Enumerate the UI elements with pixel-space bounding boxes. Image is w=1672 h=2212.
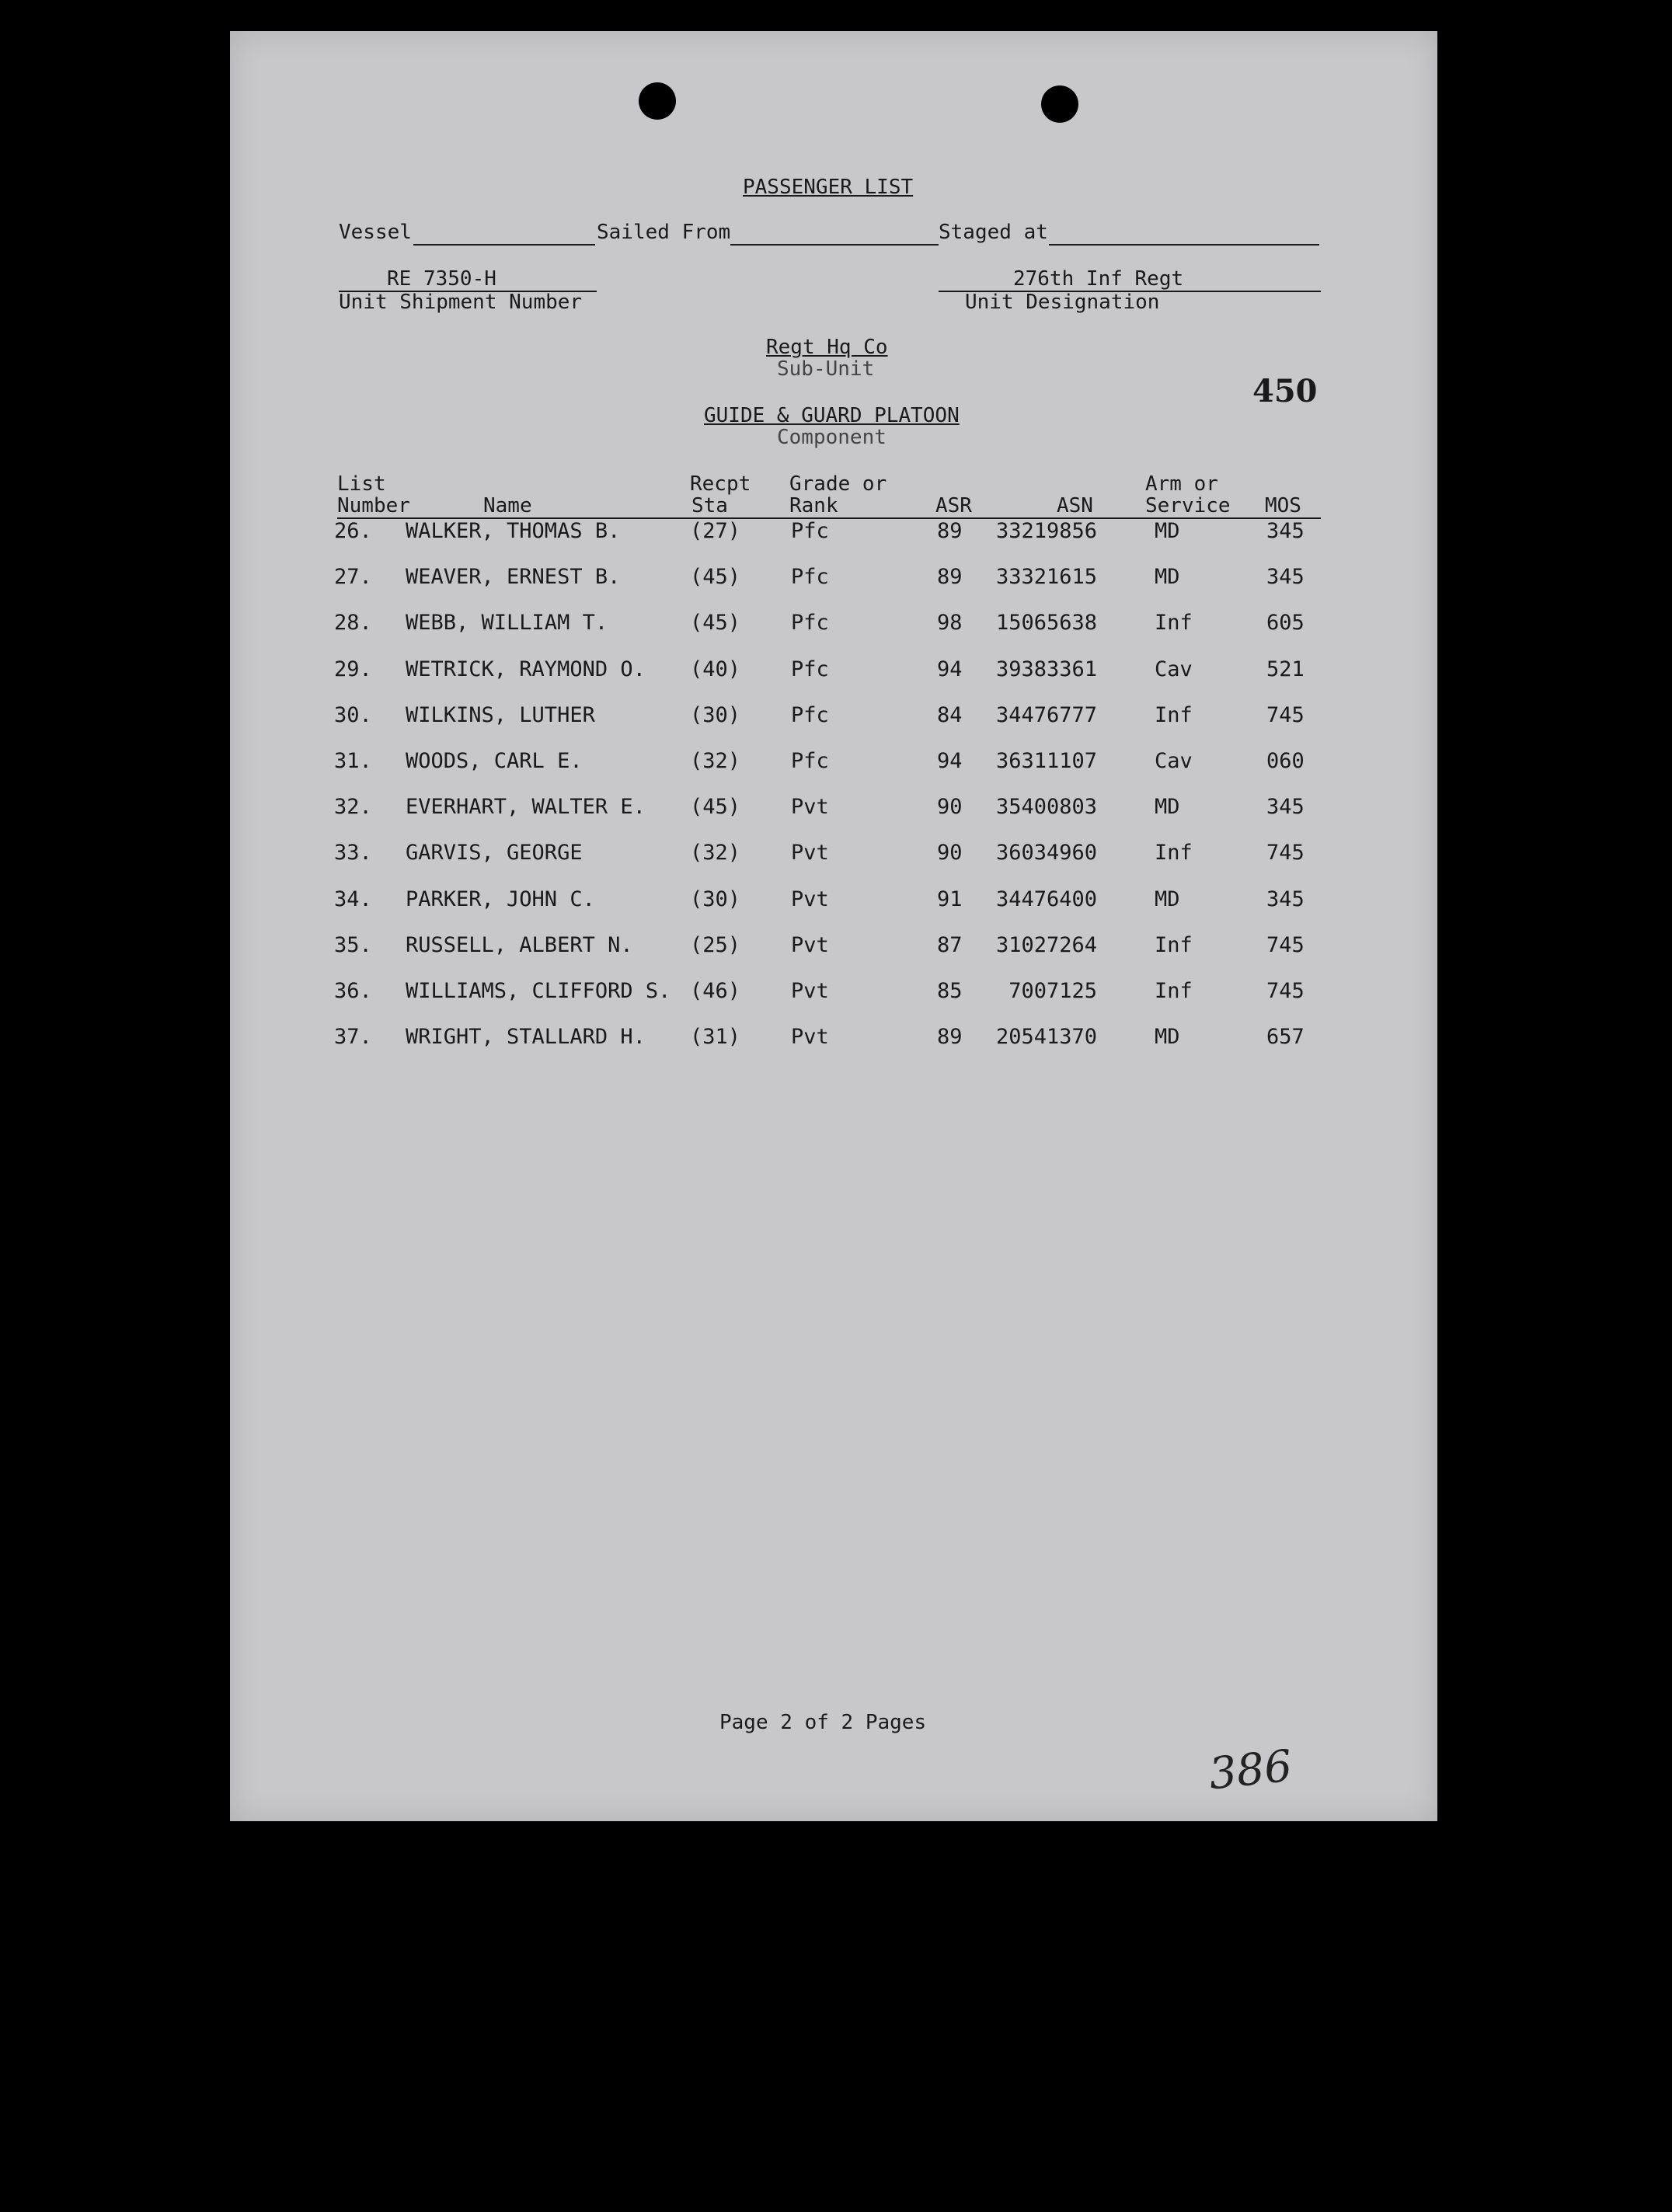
cell-asr: 94 bbox=[937, 749, 963, 773]
cell-grade-rank: Pvt bbox=[791, 795, 829, 819]
cell-asn: 31027264 bbox=[995, 933, 1097, 957]
header-grade: Grade or bbox=[789, 472, 887, 496]
cell-list-number: 27. bbox=[334, 565, 372, 589]
cell-recpt-sta: (32) bbox=[690, 749, 741, 773]
cell-asr: 84 bbox=[937, 703, 963, 727]
cell-arm-service: MD bbox=[1155, 887, 1180, 911]
header-arm: Arm or bbox=[1145, 472, 1218, 496]
header-list: List bbox=[337, 472, 386, 496]
unit-designation-label: Unit Designation bbox=[965, 291, 1160, 314]
cell-mos: 657 bbox=[1266, 1025, 1305, 1049]
cell-arm-service: MD bbox=[1155, 795, 1180, 819]
page-title: PASSENGER LIST bbox=[743, 176, 914, 199]
cell-arm-service: MD bbox=[1155, 565, 1180, 589]
cell-list-number: 31. bbox=[334, 749, 372, 773]
cell-list-number: 35. bbox=[334, 933, 372, 957]
cell-grade-rank: Pvt bbox=[791, 979, 829, 1003]
component: GUIDE & GUARD PLATOON bbox=[704, 404, 960, 427]
cell-asn: 20541370 bbox=[995, 1025, 1097, 1049]
sub-unit-label: Sub-Unit bbox=[777, 357, 875, 381]
cell-mos: 345 bbox=[1266, 565, 1305, 589]
cell-recpt-sta: (45) bbox=[690, 565, 741, 589]
staged-at-blank-line bbox=[1049, 244, 1319, 246]
cell-passenger-name: WILLIAMS, CLIFFORD S. bbox=[406, 979, 671, 1003]
cell-asn: 34476777 bbox=[995, 703, 1097, 727]
cell-recpt-sta: (27) bbox=[690, 519, 741, 543]
cell-arm-service: Inf bbox=[1155, 933, 1193, 957]
cell-asn: 34476400 bbox=[995, 887, 1097, 911]
cell-grade-rank: Pvt bbox=[791, 1025, 829, 1049]
cell-mos: 060 bbox=[1266, 749, 1305, 773]
cell-list-number: 37. bbox=[334, 1025, 372, 1049]
component-label: Component bbox=[777, 426, 887, 449]
cell-recpt-sta: (45) bbox=[690, 795, 741, 819]
cell-passenger-name: WETRICK, RAYMOND O. bbox=[406, 657, 646, 681]
cell-passenger-name: EVERHART, WALTER E. bbox=[406, 795, 646, 819]
cell-arm-service: MD bbox=[1155, 1025, 1180, 1049]
cell-recpt-sta: (30) bbox=[690, 703, 741, 727]
cell-list-number: 28. bbox=[334, 611, 372, 635]
handwritten-number: 386 bbox=[1206, 1740, 1294, 1800]
cell-mos: 345 bbox=[1266, 887, 1305, 911]
cell-arm-service: Cav bbox=[1155, 657, 1193, 681]
cell-list-number: 36. bbox=[334, 979, 372, 1003]
cell-asr: 89 bbox=[937, 519, 963, 543]
cell-asr: 89 bbox=[937, 565, 963, 589]
cell-asn: 36311107 bbox=[995, 749, 1097, 773]
cell-passenger-name: WILKINS, LUTHER bbox=[406, 703, 595, 727]
header-mos: MOS bbox=[1265, 494, 1301, 517]
cell-asr: 90 bbox=[937, 795, 963, 819]
cell-asn: 33219856 bbox=[995, 519, 1097, 543]
cell-asn: 35400803 bbox=[995, 795, 1097, 819]
cell-list-number: 34. bbox=[334, 887, 372, 911]
cell-arm-service: Inf bbox=[1155, 611, 1193, 635]
cell-mos: 345 bbox=[1266, 795, 1305, 819]
cell-grade-rank: Pvt bbox=[791, 841, 829, 865]
cell-passenger-name: WEBB, WILLIAM T. bbox=[406, 611, 608, 635]
cell-grade-rank: Pfc bbox=[791, 519, 829, 543]
cell-recpt-sta: (46) bbox=[690, 979, 741, 1003]
unit-designation: 276th Inf Regt bbox=[1013, 267, 1184, 291]
header-rank: Rank bbox=[789, 494, 838, 517]
punch-hole-left bbox=[639, 82, 676, 120]
cell-list-number: 29. bbox=[334, 657, 372, 681]
unit-shipment-number-label: Unit Shipment Number bbox=[339, 291, 583, 314]
vessel-blank-line bbox=[413, 244, 595, 246]
cell-grade-rank: Pfc bbox=[791, 657, 829, 681]
cell-passenger-name: WOODS, CARL E. bbox=[406, 749, 583, 773]
cell-mos: 745 bbox=[1266, 979, 1305, 1003]
header-asr: ASR bbox=[935, 494, 972, 517]
cell-asr: 87 bbox=[937, 933, 963, 957]
cell-grade-rank: Pfc bbox=[791, 565, 829, 589]
cell-grade-rank: Pfc bbox=[791, 749, 829, 773]
cell-grade-rank: Pvt bbox=[791, 933, 829, 957]
sailed-from-label: Sailed From bbox=[597, 221, 731, 244]
cell-grade-rank: Pfc bbox=[791, 703, 829, 727]
header-recpt: Recpt bbox=[690, 472, 751, 496]
cell-mos: 745 bbox=[1266, 703, 1305, 727]
cell-asr: 94 bbox=[937, 657, 963, 681]
cell-asn: 7007125 bbox=[1008, 979, 1097, 1003]
sub-unit: Regt Hq Co bbox=[766, 336, 888, 359]
cell-passenger-name: WALKER, THOMAS B. bbox=[406, 519, 621, 543]
cell-asr: 91 bbox=[937, 887, 963, 911]
cell-recpt-sta: (40) bbox=[690, 657, 741, 681]
cell-asn: 15065638 bbox=[995, 611, 1097, 635]
cell-mos: 605 bbox=[1266, 611, 1305, 635]
cell-passenger-name: WEAVER, ERNEST B. bbox=[406, 565, 621, 589]
cell-asr: 90 bbox=[937, 841, 963, 865]
cell-asn: 36034960 bbox=[995, 841, 1097, 865]
cell-arm-service: Inf bbox=[1155, 979, 1193, 1003]
cell-mos: 745 bbox=[1266, 933, 1305, 957]
cell-arm-service: Cav bbox=[1155, 749, 1193, 773]
cell-asr: 89 bbox=[937, 1025, 963, 1049]
cell-grade-rank: Pvt bbox=[791, 887, 829, 911]
cell-recpt-sta: (30) bbox=[690, 887, 741, 911]
cell-mos: 745 bbox=[1266, 841, 1305, 865]
cell-list-number: 26. bbox=[334, 519, 372, 543]
cell-passenger-name: WRIGHT, STALLARD H. bbox=[406, 1025, 646, 1049]
header-service: Service bbox=[1145, 494, 1231, 517]
cell-arm-service: Inf bbox=[1155, 703, 1193, 727]
header-number: Number bbox=[337, 494, 410, 517]
stamp-number: 450 bbox=[1252, 373, 1318, 409]
page-footer: Page 2 of 2 Pages bbox=[719, 1711, 927, 1734]
cell-list-number: 32. bbox=[334, 795, 372, 819]
cell-asn: 39383361 bbox=[995, 657, 1097, 681]
cell-list-number: 33. bbox=[334, 841, 372, 865]
cell-arm-service: MD bbox=[1155, 519, 1180, 543]
unit-shipment-number: RE 7350-H bbox=[387, 267, 496, 291]
cell-mos: 345 bbox=[1266, 519, 1305, 543]
cell-asr: 85 bbox=[937, 979, 963, 1003]
cell-grade-rank: Pfc bbox=[791, 611, 829, 635]
cell-asn: 33321615 bbox=[995, 565, 1097, 589]
cell-recpt-sta: (31) bbox=[690, 1025, 741, 1049]
cell-recpt-sta: (45) bbox=[690, 611, 741, 635]
cell-recpt-sta: (25) bbox=[690, 933, 741, 957]
header-sta: Sta bbox=[691, 494, 728, 517]
cell-passenger-name: GARVIS, GEORGE bbox=[406, 841, 583, 865]
cell-passenger-name: RUSSELL, ALBERT N. bbox=[406, 933, 633, 957]
staged-at-label: Staged at bbox=[939, 221, 1048, 244]
vessel-label: Vessel bbox=[339, 221, 412, 244]
cell-passenger-name: PARKER, JOHN C. bbox=[406, 887, 595, 911]
header-name: Name bbox=[483, 494, 532, 517]
cell-arm-service: Inf bbox=[1155, 841, 1193, 865]
header-asn: ASN bbox=[1057, 494, 1093, 517]
punch-hole-right bbox=[1041, 85, 1078, 123]
sailed-from-blank-line bbox=[730, 244, 939, 246]
cell-asr: 98 bbox=[937, 611, 963, 635]
cell-list-number: 30. bbox=[334, 703, 372, 727]
cell-mos: 521 bbox=[1266, 657, 1305, 681]
cell-recpt-sta: (32) bbox=[690, 841, 741, 865]
